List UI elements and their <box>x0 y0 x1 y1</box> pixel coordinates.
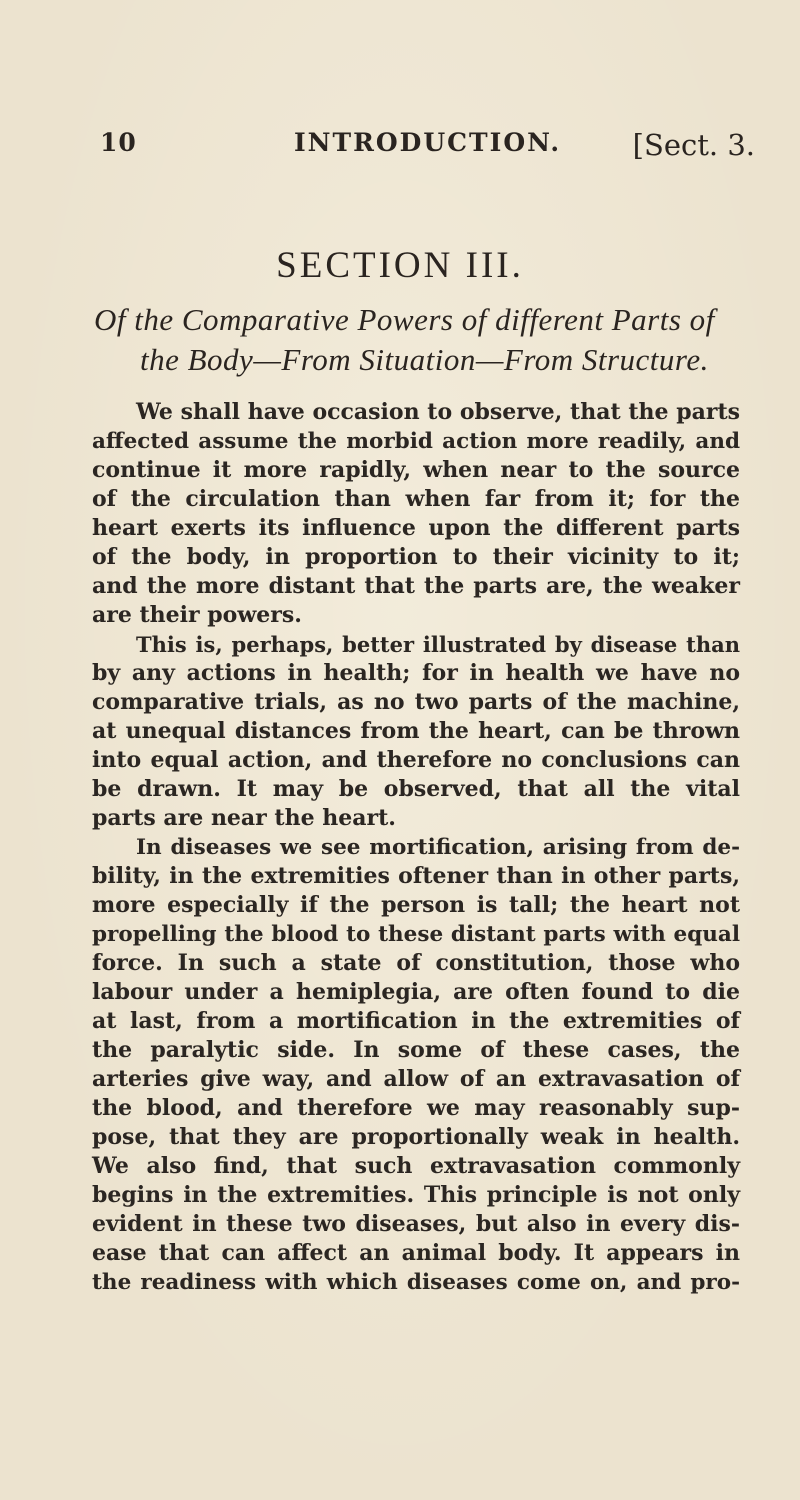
text-line: pose, that they are proportionally weak in health. <box>92 1124 740 1150</box>
text-line: are their powers. <box>92 602 302 628</box>
text-line: at last, from a mortification in the extremities of <box>92 1008 740 1034</box>
text-line: arteries give way, and allow of an extravasation of <box>92 1066 740 1092</box>
text-line: ease that can affect an animal body. It appears in <box>92 1240 740 1266</box>
text-line: heart exerts its influence upon the different parts <box>92 515 740 541</box>
text-line: We also find, that such extravasation commonly <box>92 1153 740 1179</box>
section-marker: [Sect. 3. <box>632 128 755 162</box>
text-line: the readiness with which diseases come on, and pro- <box>92 1270 740 1295</box>
text-line: be drawn. It may be observed, that all the vital <box>92 776 740 802</box>
text-line: labour under a hemiplegia, are often found to die <box>92 979 740 1005</box>
text-line: In diseases we see mortification, arising from de- <box>136 835 740 860</box>
text-line: of the body, in proportion to their vicinity to it; <box>92 544 740 570</box>
text-line: and the more distant that the parts are, the weaker <box>92 573 740 599</box>
subtitle-line-1: Of the Comparative Powers of different Parts of <box>94 302 715 337</box>
subtitle-line-2: the Body—From Situation—From Structure. <box>140 342 709 377</box>
text-line: This is, perhaps, better illustrated by disease than <box>136 632 740 657</box>
body-text <box>92 398 740 1297</box>
running-head <box>100 128 755 164</box>
section-subtitle <box>94 300 754 380</box>
text-line: continue it more rapidly, when near to the source <box>92 457 740 483</box>
text-line: into equal action, and therefore no conclusions can <box>92 747 740 773</box>
text-line: bility, in the extremities oftener than in other parts, <box>92 863 740 889</box>
text-line: the blood, and therefore we may reasonably sup- <box>92 1095 740 1121</box>
text-line: propelling the blood to these distant parts with equal <box>92 922 740 947</box>
page-number: 10 <box>100 128 137 157</box>
text-line: at unequal distances from the heart, can be thrown <box>92 718 740 744</box>
text-line: force. In such a state of constitution, those who <box>92 950 740 976</box>
text-line: more especially if the person is tall; the heart not <box>92 892 740 918</box>
section-heading: SECTION III. <box>276 245 524 286</box>
text-line: of the circulation than when far from it; for the <box>92 486 740 512</box>
running-title: INTRODUCTION. <box>293 128 562 157</box>
text-line: evident in these two diseases, but also in every dis- <box>92 1211 740 1237</box>
text-line: parts are near the heart. <box>92 805 396 831</box>
text-line: the paralytic side. In some of these cases, the <box>92 1037 740 1063</box>
text-line: comparative trials, as no two parts of the machine, <box>92 689 740 715</box>
text-line: affected assume the morbid action more readily, and <box>92 429 740 454</box>
text-line: begins in the extremities. This principle is not only <box>92 1182 740 1208</box>
text-line: by any actions in health; for in health we have no <box>92 660 740 686</box>
text-line: We shall have occasion to observe, that the parts <box>136 399 740 425</box>
